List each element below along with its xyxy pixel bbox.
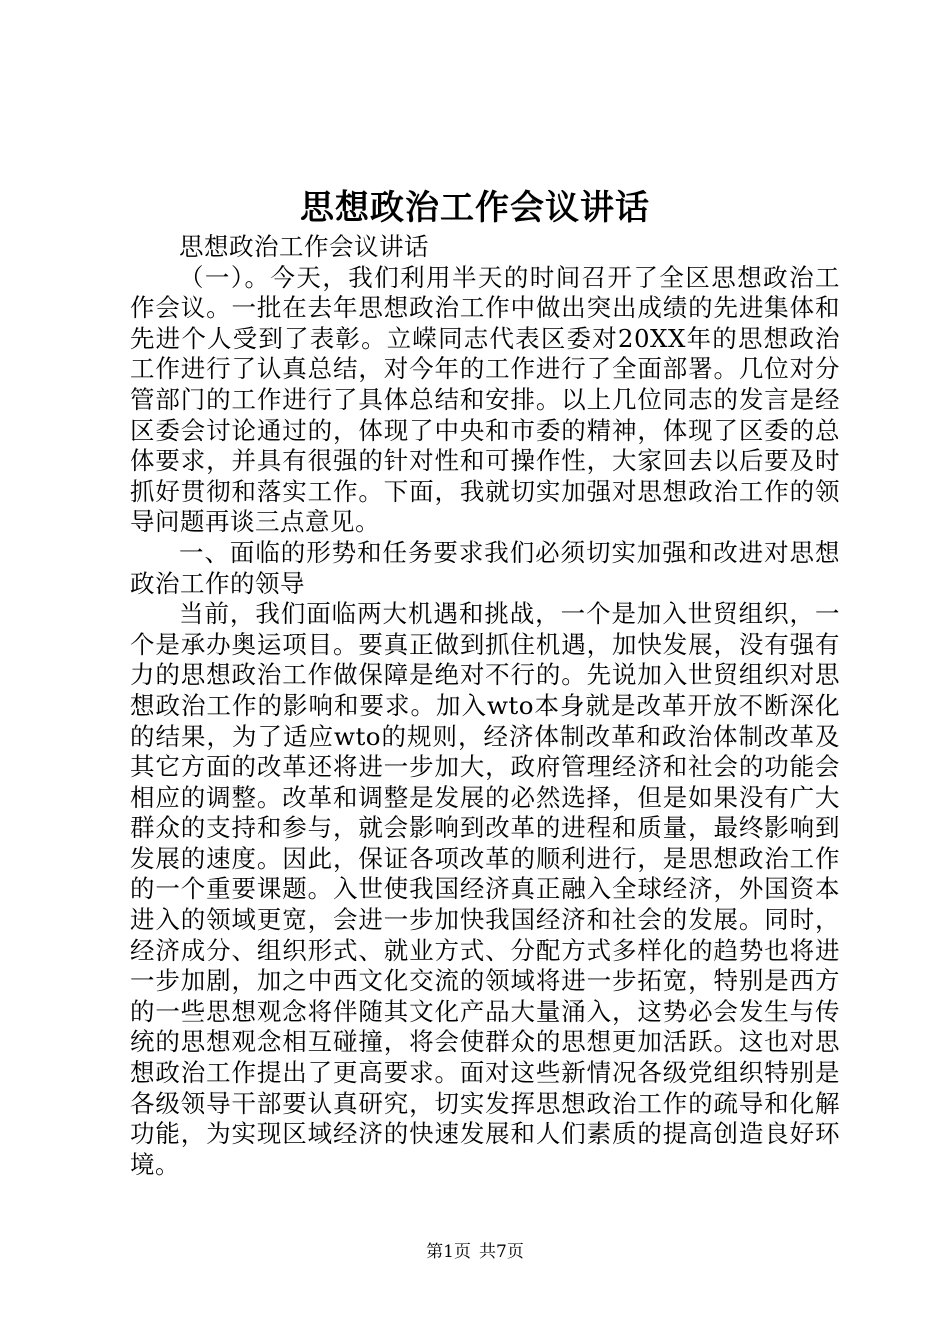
page-number: 第1页 <box>426 1242 471 1262</box>
page-total: 共7页 <box>479 1242 524 1262</box>
paragraph-section-heading: 一、面临的形势和任务要求我们必须切实加强和改进对思想政治工作的领导 <box>130 537 840 598</box>
paragraph-subtitle: 思想政治工作会议讲话 <box>179 232 429 261</box>
document-title: 思想政治工作会议讲话 <box>300 188 650 228</box>
paragraph-body: 当前，我们面临两大机遇和挑战，一个是加入世贸组织，一个是承办奥运项目。要真正做到抓住机遇，加快发展，没有强有力的思想政治工作做保障是绝对不行的。先说加入世贸组织对思想政治工作的影响和要求。加入wto本身就是改革开放不断深化的结果，为了适应wto的规则，经济体制改革和政治体制改革及其它方面的改革还将进一步加大，政府管理经济和社会的功能会相应的调整。改革和调整是发展的必然选择，但是如果没有广大群众的支持和参与，就会影响到改革的进程和质量，最终影响到发展的速度。因此，保证各项改革的顺利进行，是思想政治工作的一个重要课题。入世使我国经济真正融入全球经济，外国资本进入的领域更宽，会进一步加快我国经济和社会的发展。同时，经济成分、组织形式、就业方式、分配方式多样化的趋势也将进一步加剧，加之中西文化交流的领域将进一步拓宽，特别是西方的一些思想观念将伴随其文化产品大量涌入，这势必会发生与传统的思想观念相互碰撞，将会使群众的思想更加活跃。这也对思想政治工作提出了更高要求。面对这些新情况各级党组织特别是各级领导干部要认真研究，切实发挥思想政治工作的疏导和化解功能，为实现区域经济的快速发展和人们素质的提高创造良好环境。 <box>130 599 840 1179</box>
page-footer <box>0 1240 950 1264</box>
paragraph-intro: （一）。今天，我们利用半天的时间召开了全区思想政治工作会议。一批在去年思想政治工作中做出突出成绩的先进集体和先进个人受到了表彰。立嵘同志代表区委对20XX年的思想政治工作进行了认真总结，对今年的工作进行了全面部署。几位对分管部门的工作进行了具体总结和安排。以上几位同志的发言是经区委会讨论通过的，体现了中央和市委的精神，体现了区委的总体要求，并具有很强的针对性和可操作性，大家回去以后要及时抓好贯彻和落实工作。下面，我就切实加强对思想政治工作的领导问题再谈三点意见。 <box>130 262 840 537</box>
document-body <box>130 232 840 1180</box>
